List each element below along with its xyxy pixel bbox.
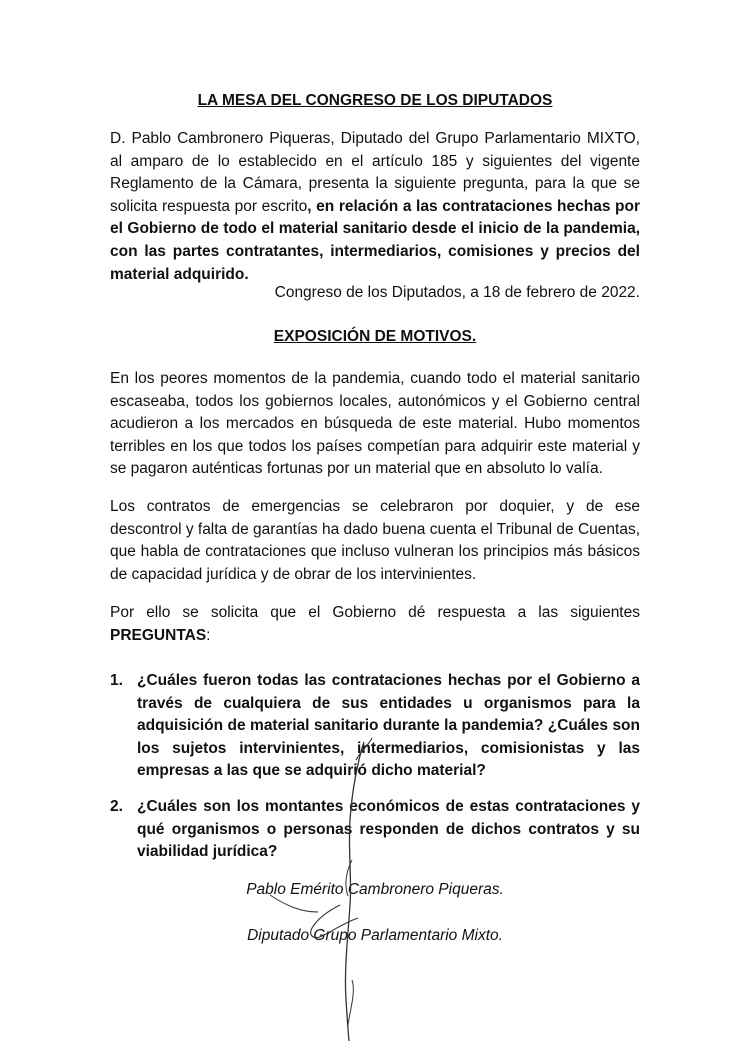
request-paragraph xyxy=(110,602,640,647)
question-number: 2. xyxy=(110,798,123,815)
section-heading: EXPOSICIÓN DE MOTIVOS. xyxy=(273,328,477,345)
paragraph-motives-2: Los contratos de emergencias se celebraron por doquier, y de ese descontrol y falta de garantías ha dado buena cuenta el Tribunal de Cuentas, que habla de contrataciones que incluso vulneran los principios más básicos de capacidad jurídica y de obrar de los intervinientes. xyxy=(110,498,640,583)
intro-plain-text: D. Pablo Cambronero Piqueras, Diputado del Grupo Parlamentario MIXTO, al amparo de lo establecido en el artículo 185 y siguientes del vigente Reglamento de la Cámara, presenta la siguiente pregunta, para la que se solicita respuesta por escrito xyxy=(110,130,640,215)
question-number: 1. xyxy=(110,672,123,689)
question-item xyxy=(110,796,640,864)
intro-bold-text: , en relación a las contrataciones hechas por el Gobierno de todo el material sanitario desde el inicio de la pandemia, con las partes contratantes, intermediarios, comisiones y precios del material adquirido. xyxy=(110,197,641,283)
question-text: ¿Cuáles fueron todas las contrataciones hechas por el Gobierno a través de cualquiera de sus entidades u organismos para la adquisición de material sanitario durante la pandemia? ¿Cuáles son los sujetos intervinientes, intermediarios, comisionistas y las empresas a las que se adquirió dicho material? xyxy=(137,672,640,780)
document-heading: LA MESA DEL CONGRESO DE LOS DIPUTADOS xyxy=(197,92,553,109)
request-bold-text: PREGUNTAS xyxy=(110,626,207,644)
paragraph-motives-1: En los peores momentos de la pandemia, cuando todo el material sanitario escaseaba, todos los gobiernos locales, autonómicos y el Gobierno central acudieron a los mercados en búsqueda de este material. Hubo momentos terribles en los que todos los países competían para adquirir este material y se pagaron auténticas fortunas por un material que en absoluto lo valía. xyxy=(110,370,640,478)
intro-paragraph xyxy=(110,128,640,286)
question-item xyxy=(110,670,640,783)
signature-name: Pablo Emérito Cambronero Piqueras. xyxy=(246,881,504,898)
question-text: ¿Cuáles son los montantes económicos de estas contrataciones y qué organismos o personas responden de dichos contratos y su viabilidad jurídica? xyxy=(137,798,640,861)
signature-role: Diputado Grupo Parlamentario Mixto. xyxy=(247,927,503,944)
questions-list-continued xyxy=(110,796,640,864)
date-line: Congreso de los Diputados, a 18 de febrero de 2022. xyxy=(274,284,640,301)
request-end-text: : xyxy=(206,626,211,644)
request-plain-text: Por ello se solicita que el Gobierno dé respuesta a las siguientes xyxy=(110,604,640,621)
questions-list xyxy=(110,670,640,783)
